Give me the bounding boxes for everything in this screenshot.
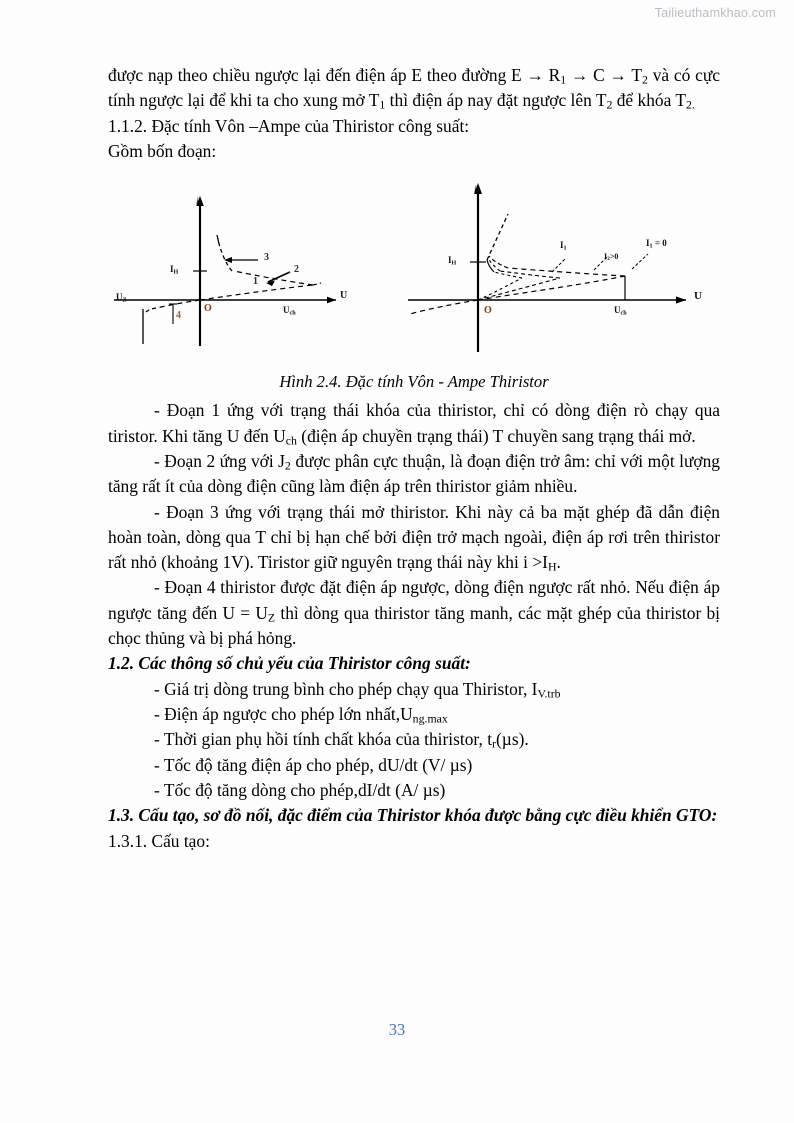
paragraph-doan-3 [108, 500, 720, 576]
paragraph-doan-1 [108, 398, 720, 449]
left-chart-label-ih: $I_H$ [170, 264, 179, 276]
doan1-part-a: - Đoạn 1 ứng với trạng thái khóa của thiristor, chỉ có dòng điện rò chạy qua tiristor. Khi tăng U đến U [108, 400, 720, 446]
right-chart-label-i2-gt-0: $I_2>0$ [604, 252, 619, 263]
figure-caption: Hình 2.4. Đặc tính Vôn - Ampe Thiristor [279, 372, 549, 392]
doan2-part-b: được phân cực thuận, là đoạn điện trở âm: chỉ với một lượng tăng rất ít của dòng điện cũng làm điện áp trên thiristor giảm nhiều. [108, 450, 720, 497]
bullet-item-1 [108, 677, 720, 702]
doan3-sub: H [547, 559, 557, 574]
left-chart-segment-1-label: 1 [253, 276, 258, 288]
para1-sub-5: 2. [685, 97, 695, 112]
figure-2-4 [108, 172, 720, 368]
right-chart-label-uch: $U_{ch}$ [614, 305, 627, 317]
paragraph-intro [108, 63, 720, 114]
bullet-item-4 [108, 753, 720, 778]
doan1-sub: ch [285, 433, 297, 448]
para1-sub-3: 1 [379, 97, 386, 112]
doan1-part-b: (điện áp chuyền trạng thái) T chuyền sang trạng thái mở. [296, 425, 696, 446]
para1-part-b: → C → T [566, 65, 643, 85]
bullet3-part-b: (µs). [496, 729, 529, 750]
bullet1-part-a: - Giá trị dòng trung bình cho phép chạy qua Thiristor, I [154, 678, 538, 699]
para1-part-c: và có cực tính ngược lại để khi ta cho xung mở T [108, 65, 720, 111]
paragraph-doan-2 [108, 449, 720, 500]
page-content [108, 63, 720, 854]
left-chart-segment-2-label: 2 [294, 264, 299, 276]
bullet5-text: - Tốc độ tăng dòng cho phép,dI/dt (A/ µs) [154, 779, 446, 800]
heading-1-1-2: 1.1.2. Đặc tính Vôn –Ampe của Thiristor công suất: [108, 115, 470, 136]
bullet2-part-a: - Điện áp ngược cho phép lớn nhất,U [154, 704, 413, 724]
heading-1-3-1: 1.3.1. Cấu tạo: [108, 830, 210, 851]
left-chart-label-uz: $U_Z$ [116, 292, 127, 304]
heading-1-3: 1.3. Cấu tạo, sơ đồ nối, đặc điểm của Thiristor khóa được bằng cực điều khiển GTO: [108, 805, 718, 826]
para1-part-d: thì điện áp nay đặt ngược lên T [385, 90, 607, 111]
doan2-part-a: - Đoạn 2 ứng với J [154, 450, 285, 471]
figure-svg [108, 172, 720, 368]
para1-part-e: để khóa T [612, 90, 686, 111]
bullet3-part-a: - Thời gian phụ hồi tính chất khóa của thiristor, t [154, 729, 493, 750]
right-chart-x-axis-label: U [694, 290, 702, 303]
doan4-part-a: - Đoạn 4 thiristor được đặt điện áp ngược, dòng điện ngược rất nhỏ. Nếu điện áp ngược tăng đến U = U [108, 577, 720, 623]
para1-sub-1: 1 [560, 72, 567, 87]
bullet3-sub: r [492, 736, 497, 751]
left-chart-segment-4-label: 4 [176, 310, 181, 322]
doan3-part-b: . [556, 552, 561, 573]
heading-1-2: 1.2. Các thông số chủ yếu của Thiristor công suất: [108, 653, 471, 674]
bullet4-text: - Tốc độ tăng điện áp cho phép, dU/dt (V/ µs) [154, 754, 473, 775]
para1-sub-2: 2 [642, 72, 648, 87]
para1-sub-4: 2 [606, 97, 613, 112]
left-chart [114, 196, 336, 346]
right-chart-origin-label: O [484, 305, 492, 317]
left-chart-y-axis-label: i [196, 196, 199, 207]
bullet-item-3 [108, 727, 720, 752]
right-chart-y-axis-label: i [474, 184, 477, 195]
bullet-item-2 [108, 702, 720, 727]
bullet1-sub: V.trb [537, 686, 561, 701]
right-chart-label-i1-eq-0: $I_1 = 0$ [646, 238, 667, 250]
page-number: 33 [388, 1020, 406, 1039]
bullet2-sub: ng.max [412, 711, 448, 726]
left-chart-segment-3-label: 3 [264, 252, 269, 264]
text-gom-bon-doan: Gồm bốn đoạn: [108, 140, 217, 161]
left-chart-x-axis-label: U [340, 290, 348, 302]
paragraph-doan-4 [108, 575, 720, 651]
right-chart-label-ih: $I_H$ [448, 255, 457, 267]
watermark-text: Tailieuthamkhao.com [654, 6, 776, 20]
bullet-item-5 [108, 778, 720, 803]
para1-part-a: được nạp theo chiều ngược lại đến điện áp E theo đường E → R [108, 65, 561, 85]
doan2-sub: 2 [284, 458, 291, 473]
doan3-part-a: - Đoạn 3 ứng với trạng thái mở thiristor. Khi này cả ba mặt ghép đã dẫn điện hoàn toàn, dòng qua T chỉ bị hạn chế bởi điện trở mạch ngoài, điện áp rơi trên thiristor rất nhỏ (khoảng 1V). Tiristor giữ nguyên trạng thái này khi i >I [108, 501, 720, 573]
left-chart-label-uch: $U_{ch}$ [283, 305, 296, 317]
doan4-sub: Z [267, 610, 276, 625]
right-chart [408, 183, 686, 352]
left-chart-origin-label: O [204, 303, 212, 315]
right-chart-label-i1: $I_1$ [560, 240, 567, 252]
doan4-part-b: thì dòng qua thiristor tăng manh, các mặt ghép của thiristor bị chọc thủng và bị phá hỏng. [108, 602, 720, 649]
